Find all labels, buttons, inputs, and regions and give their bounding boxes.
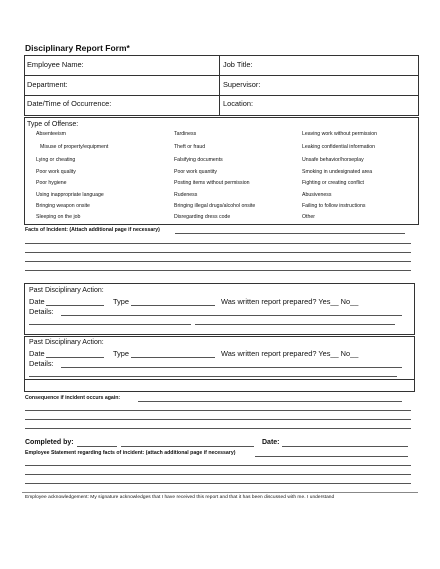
past-action-details-2: Details: [29, 359, 54, 368]
employee-name-label: Employee Name: [27, 60, 84, 69]
offense-item: Leaking confidential information [302, 144, 375, 150]
offense-item: Unsafe behavior/horseplay [302, 157, 364, 163]
offense-item: Sleeping on the job [36, 214, 81, 220]
supervisor-label: Supervisor: [223, 80, 261, 89]
offense-item: Leaving work without permission [302, 131, 377, 137]
offense-item: Tardiness [174, 131, 197, 137]
facts-label: Facts of Incident: (Attach additional page if necessary) [25, 227, 160, 233]
offense-item: Misuse of property/equipment [40, 144, 109, 150]
past-action-type-1: Type [113, 297, 130, 306]
offense-item: Rudeness [174, 192, 198, 198]
offense-item: Poor hygiene [36, 180, 67, 186]
consequence-label: Consequence if incident occurs again: [25, 395, 121, 401]
past-action-date-1: Date [29, 297, 45, 306]
completed-by-label: Completed by: [25, 439, 74, 446]
acknowledgement-text: Employee acknowledgement: My signature acknowledges that I have received this report and that it has been discussed with me. I understand [25, 495, 335, 500]
page-title: Disciplinary Report Form* [25, 43, 130, 53]
offense-item: Failing to follow instructions [302, 203, 366, 209]
offense-item: Absenteeism [36, 131, 66, 137]
department-label: Department: [27, 80, 68, 89]
date-label: Date: [262, 439, 280, 446]
past-action-date-2: Date [29, 349, 45, 358]
offense-item: Fighting or creating conflict [302, 180, 364, 186]
past-action-type-2: Type [113, 349, 130, 358]
date-time-label: Date/Time of Occurrence: [27, 99, 112, 108]
employee-statement-label: Employee Statement regarding facts of incident: (attach additional page if necessary) [25, 450, 236, 456]
offense-item: Posting items without permission [174, 180, 250, 186]
past-action-heading-2: Past Disciplinary Action: [29, 339, 104, 346]
job-title-label: Job Title: [223, 60, 253, 69]
offense-heading: Type of Offense: [27, 121, 79, 128]
past-action-details-1: Details: [29, 307, 54, 316]
offense-item: Poor work quantity [174, 169, 217, 175]
offense-item: Disregarding dress code [174, 214, 231, 220]
past-action-heading-1: Past Disciplinary Action: [29, 287, 104, 294]
offense-item: Falsifying documents [174, 157, 223, 163]
past-action-written-1: Was written report prepared? Yes__ No__ [221, 297, 359, 306]
offense-item: Abusiveness [302, 192, 332, 198]
past-action-written-2: Was written report prepared? Yes__ No__ [221, 349, 359, 358]
offense-item: Bringing weapon onsite [36, 203, 90, 209]
offense-item: Other [302, 214, 315, 220]
offense-item: Poor work quality [36, 169, 76, 175]
offense-item: Bringing illegal drugs/alcohol onsite [174, 203, 256, 209]
offense-item: Lying or cheating [36, 157, 76, 163]
offense-item: Using inappropriate language [36, 192, 104, 198]
location-label: Location: [223, 99, 253, 108]
offense-item: Smoking in undesignated area [302, 169, 373, 175]
offense-item: Theft or fraud [174, 144, 206, 150]
